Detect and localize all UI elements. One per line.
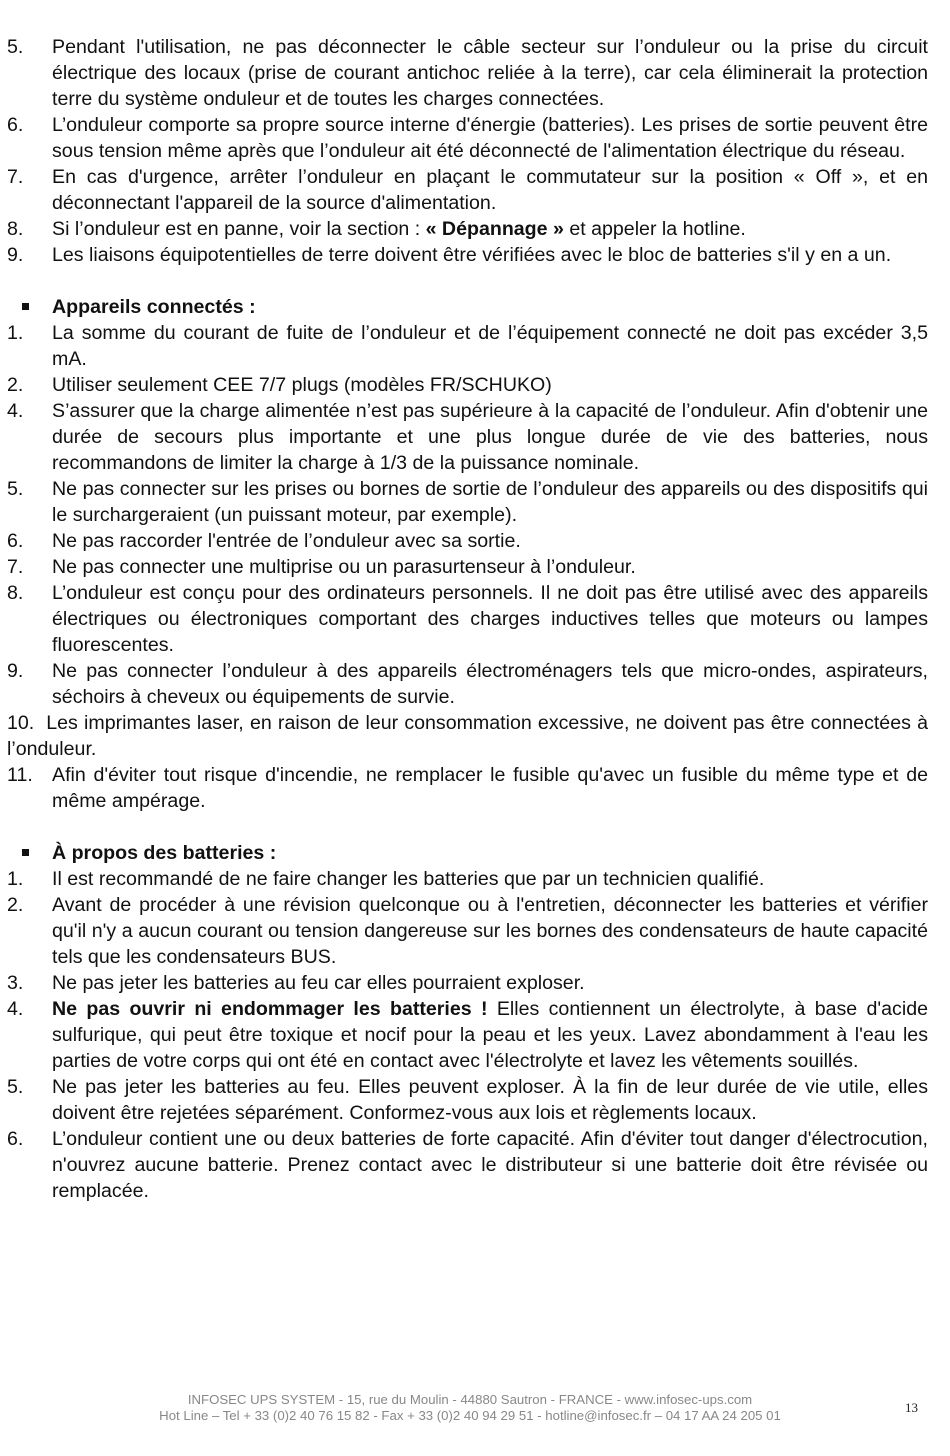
footer-address: INFOSEC UPS SYSTEM - 15, rue du Moulin - 44880 Sautron - FRANCE - www.infosec-ups.com [187,1392,753,1407]
item-text: et appeler la hotline. [563,218,746,240]
item-text: L’onduleur comporte sa propre source interne d'énergie (batteries). Les prises de sortie peuvent être sous tension même après que l’onduleur ait été déconnecté de l'alimentation électrique du réseau. [52,114,928,162]
item-number: 5. [7,478,24,500]
item-text: Ne pas jeter les batteries au feu. Elles peuvent exploser. À la fin de leur durée de vie utile, elles doivent être rejetées séparément. Conformez-vous aux lois et règlements locaux. [52,1076,928,1124]
list-item [0,866,940,892]
list-item [0,164,940,216]
item-number: 1. [7,868,24,890]
item-text: Ne pas raccorder l'entrée de l’onduleur avec sa sortie. [52,530,521,552]
item-number: 6. [7,1128,24,1150]
batteries-list [0,866,940,1204]
item-text: Avant de procéder à une révision quelconque ou à l'entretien, déconnecter les batteries et vérifier qu'il n'y a aucun courant ou tension dangereuse sur les bornes des condensateurs de haute capacité tels que les condensateurs BUS. [52,894,928,968]
list-item [0,476,940,528]
section-heading [0,294,940,320]
list-item [0,398,940,476]
list-item [0,762,940,814]
list-item [0,1126,940,1204]
list-item [0,892,940,970]
list-item [0,242,940,268]
item-text: Ne pas connecter l’onduleur à des appareils électroménagers tels que micro-ondes, aspirateurs, séchoirs à cheveux ou équipements de survie. [52,660,928,708]
list-item [0,580,940,658]
item-text: Utiliser seulement CEE 7/7 plugs (modèles FR/SCHUKO) [52,374,552,396]
list-item [0,710,940,762]
list-item [0,658,940,710]
footer-contact: Hot Line – Tel + 33 (0)2 40 76 15 82 - Fax + 33 (0)2 40 94 29 51 - hotline@infosec.fr – 04 17 AA 24 205 01 [159,1408,781,1423]
section-heading-text: À propos des batteries : [52,842,277,864]
item-text: S’assurer que la charge alimentée n’est pas supérieure à la capacité de l’onduleur. Afin d'obtenir une durée de secours plus importante et une plus longue durée de vie des batteries, nous recommandons de limiter la charge à 1/3 de la puissance nominale. [52,400,928,474]
list-item [0,996,940,1074]
item-text: Les imprimantes laser, en raison de leur consommation excessive, ne doivent pas être connectées à l’onduleur. [7,712,928,760]
list-item [0,1074,940,1126]
item-text: La somme du courant de fuite de l’onduleur et de l’équipement connecté ne doit pas excéder 3,5 mA. [52,322,928,370]
item-bold-text: Ne pas ouvrir ni endommager les batteries ! [52,998,488,1020]
item-number: 2. [7,374,24,396]
list-item [0,528,940,554]
list-item [0,216,940,242]
item-number: 2. [7,894,24,916]
list-item [0,112,940,164]
item-text: Ne pas jeter les batteries au feu car elles pourraient exploser. [52,972,585,994]
item-number: 7. [7,556,24,578]
connected-devices-list [0,320,940,814]
item-number: 4. [7,998,24,1020]
item-bold-text: « Dépannage » [425,218,564,240]
item-number: 7. [7,166,24,188]
item-text: En cas d'urgence, arrêter l’onduleur en plaçant le commutateur sur la position « Off », et en déconnectant l'appareil de la source d'alimentation. [52,166,928,214]
list-item [0,320,940,372]
item-number: 9. [7,244,24,266]
document-page [0,34,940,1204]
item-number: 5. [7,36,24,58]
item-number: 8. [7,582,24,604]
list-item [0,34,940,112]
item-text: Il est recommandé de ne faire changer les batteries que par un technicien qualifié. [52,868,765,890]
item-number: 3. [7,972,24,994]
section-heading [0,840,940,866]
item-text: Afin d'éviter tout risque d'incendie, ne remplacer le fusible qu'avec un fusible du même type et de même ampérage. [52,764,928,812]
item-number: 9. [7,660,24,682]
item-text: L’onduleur est conçu pour des ordinateurs personnels. Il ne doit pas être utilisé avec des appareils électriques ou électroniques comportant des charges inductives telles que moteurs ou lampes fluorescentes. [52,582,928,656]
section-heading-text: Appareils connectés : [52,296,256,318]
item-text: Ne pas connecter une multiprise ou un parasurtenseur à l’onduleur. [52,556,636,578]
page-footer [0,1392,940,1424]
safety-list [0,34,940,268]
item-number: 6. [7,530,24,552]
item-text: Si l’onduleur est en panne, voir la section : [52,218,426,240]
page-number: 13 [905,1400,918,1415]
item-text: Les liaisons équipotentielles de terre doivent être vérifiées avec le bloc de batteries s'il y en a un. [52,244,892,266]
item-number: 8. [7,218,24,240]
item-number: 10. [7,712,35,734]
item-number: 4. [7,400,24,422]
item-number: 6. [7,114,24,136]
square-bullet-icon [22,303,29,310]
list-item [0,970,940,996]
list-item [0,554,940,580]
item-text: L’onduleur contient une ou deux batteries de forte capacité. Afin d'éviter tout danger d'électrocution, n'ouvrez aucune batterie. Prenez contact avec le distributeur si une batterie doit être révisée ou remplacée. [52,1128,928,1202]
item-text: Pendant l'utilisation, ne pas déconnecter le câble secteur sur l’onduleur ou la prise du circuit électrique des locaux (prise de courant antichoc reliée à la terre), car cela éliminerait la protection terre du système onduleur et de toutes les charges connectées. [52,36,928,110]
list-item [0,372,940,398]
item-text: Elles contiennent un électrolyte, à base d'acide sulfurique, qui peut être toxique et nocif pour la peau et les yeux. Lavez abondamment à l'eau les parties de votre corps qui ont été en contact avec l'électrolyte et lavez les vêtements souillés. [52,998,928,1072]
item-number: 11. [7,764,33,786]
square-bullet-icon [22,849,29,856]
item-number: 5. [7,1076,24,1098]
item-number: 1. [7,322,24,344]
item-text: Ne pas connecter sur les prises ou bornes de sortie de l’onduleur des appareils ou des dispositifs qui le surchargeraient (un puissant moteur, par exemple). [52,478,928,526]
